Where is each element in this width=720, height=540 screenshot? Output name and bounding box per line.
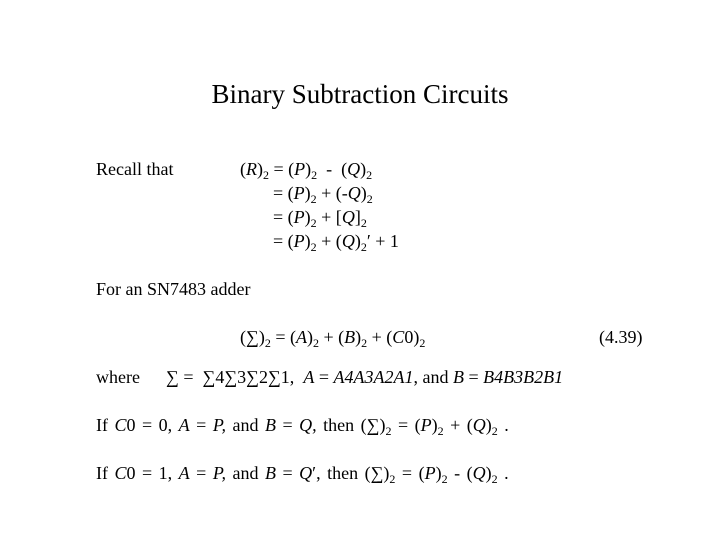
var-c: C xyxy=(114,463,127,483)
subscript: 2 xyxy=(311,168,318,182)
var-q: Q xyxy=(299,463,313,483)
equation-line-4 xyxy=(273,230,399,252)
subscript: 2 xyxy=(491,424,498,438)
subscript: 2 xyxy=(366,192,373,206)
eq-text: and xyxy=(226,415,266,435)
eq-text: ) xyxy=(355,327,362,347)
subscript: 2 xyxy=(310,240,317,254)
eq-text: ] xyxy=(354,207,361,227)
subscript: 2 xyxy=(310,192,317,206)
subscript: 2 xyxy=(312,336,319,350)
eq-text: If xyxy=(96,415,115,435)
eq-text: and xyxy=(226,463,266,483)
eq-text: + ( xyxy=(367,327,393,347)
subscript: 2 xyxy=(361,336,368,350)
var-q: Q xyxy=(472,415,486,435)
eq-text: = ( xyxy=(273,207,294,227)
eq-text: ) xyxy=(304,231,311,251)
var-q: Q xyxy=(347,159,361,179)
var-b: B xyxy=(344,327,356,347)
eq-text: , and xyxy=(413,367,453,387)
eq-text: ′, then (∑) xyxy=(312,463,390,483)
var-b: B xyxy=(265,463,277,483)
subscript: 2 xyxy=(263,168,269,182)
eq-text: ) xyxy=(257,159,263,179)
slide-title: Binary Subtraction Circuits xyxy=(211,79,509,109)
subscript: 2 xyxy=(360,216,367,230)
subscript: 2 xyxy=(264,336,271,350)
eq-text: - ( xyxy=(447,463,473,483)
eq-text: ) xyxy=(360,183,367,203)
adder-equation xyxy=(240,326,425,348)
var-b: B xyxy=(452,367,464,387)
var-a: A xyxy=(178,463,190,483)
subscript: 2 xyxy=(491,472,498,486)
eq-text: = xyxy=(189,463,213,483)
equation-r xyxy=(240,158,372,180)
eq-text: ) xyxy=(360,159,367,179)
eq-text: = ( xyxy=(391,415,421,435)
equation-line-2 xyxy=(273,182,373,204)
eq-text: ) xyxy=(431,415,438,435)
var-p: P xyxy=(424,463,436,483)
var-p: P xyxy=(293,207,305,227)
subscript: 2 xyxy=(360,240,367,254)
subscript: 2 xyxy=(385,424,392,438)
eq-text: ∑ = ∑4∑3∑2∑1, xyxy=(166,367,304,387)
var-c: C xyxy=(114,415,127,435)
eq-text: + ( xyxy=(318,327,345,347)
var-p: P, xyxy=(212,415,227,435)
eq-text: + (- xyxy=(316,183,348,203)
eq-text: ) xyxy=(305,159,312,179)
case-c0-one xyxy=(96,462,509,484)
var-a: A xyxy=(303,367,315,387)
where-definitions xyxy=(166,366,563,388)
subscript: 2 xyxy=(419,336,426,350)
adder-heading: For an SN7483 adder xyxy=(96,279,251,299)
var-p: P xyxy=(293,231,305,251)
var-a: A xyxy=(295,327,307,347)
equation-line-3 xyxy=(273,206,367,228)
eq-text: + ( xyxy=(316,231,342,251)
subscript: 2 xyxy=(366,168,373,182)
where-label: where xyxy=(96,367,140,387)
eq-text: = xyxy=(276,463,300,483)
eq-text: ) xyxy=(435,463,442,483)
eq-text: ) xyxy=(304,183,311,203)
eq-text: = ( xyxy=(273,183,294,203)
eq-text: = xyxy=(314,367,334,387)
eq-text: + ( xyxy=(443,415,473,435)
subscript: 2 xyxy=(441,472,448,486)
eq-text: = xyxy=(463,367,484,387)
var-q: Q xyxy=(472,463,486,483)
eq-text: = ( xyxy=(395,463,425,483)
equation-number: (4.39) xyxy=(599,327,643,347)
eq-text: ( xyxy=(240,159,246,179)
var-p: P xyxy=(294,159,306,179)
eq-text: = xyxy=(276,415,300,435)
eq-text: If xyxy=(96,463,115,483)
var-q: Q xyxy=(341,231,355,251)
eq-text: - ( xyxy=(317,159,348,179)
eq-text: = ( xyxy=(270,327,296,347)
var-q: Q xyxy=(341,207,355,227)
a-definition: A4A3A2A1 xyxy=(333,367,414,387)
eq-text: then (∑) xyxy=(316,415,386,435)
var-p: P xyxy=(420,415,432,435)
eq-text: . xyxy=(497,415,509,435)
subscript: 2 xyxy=(389,472,396,486)
eq-text: = xyxy=(189,415,213,435)
var-r: R xyxy=(246,159,257,179)
var-p: P xyxy=(293,183,305,203)
eq-text: ) xyxy=(304,207,311,227)
var-q: Q xyxy=(347,183,361,203)
eq-text: ′ + 1 xyxy=(366,231,399,251)
eq-text: ) xyxy=(485,463,492,483)
var-c: C xyxy=(392,327,405,347)
eq-text: = ( xyxy=(269,159,295,179)
subscript: 2 xyxy=(437,424,444,438)
eq-text: (∑) xyxy=(240,327,265,347)
eq-text: + [ xyxy=(316,207,342,227)
eq-text: 0) xyxy=(404,327,420,347)
recall-label: Recall that xyxy=(96,159,174,179)
eq-text: 0 = 0, xyxy=(126,415,179,435)
eq-text: . xyxy=(497,463,509,483)
subscript: 2 xyxy=(310,216,317,230)
case-c0-zero xyxy=(96,414,509,436)
eq-text: = ( xyxy=(273,231,294,251)
eq-text: 0 = 1, xyxy=(126,463,179,483)
eq-text: ) xyxy=(306,327,313,347)
eq-text: ) xyxy=(354,231,361,251)
b-definition: B4B3B2B1 xyxy=(483,367,564,387)
var-p: P, xyxy=(212,463,227,483)
var-b: B xyxy=(265,415,277,435)
var-q: Q, xyxy=(299,415,317,435)
eq-text: ) xyxy=(485,415,492,435)
var-a: A xyxy=(178,415,190,435)
